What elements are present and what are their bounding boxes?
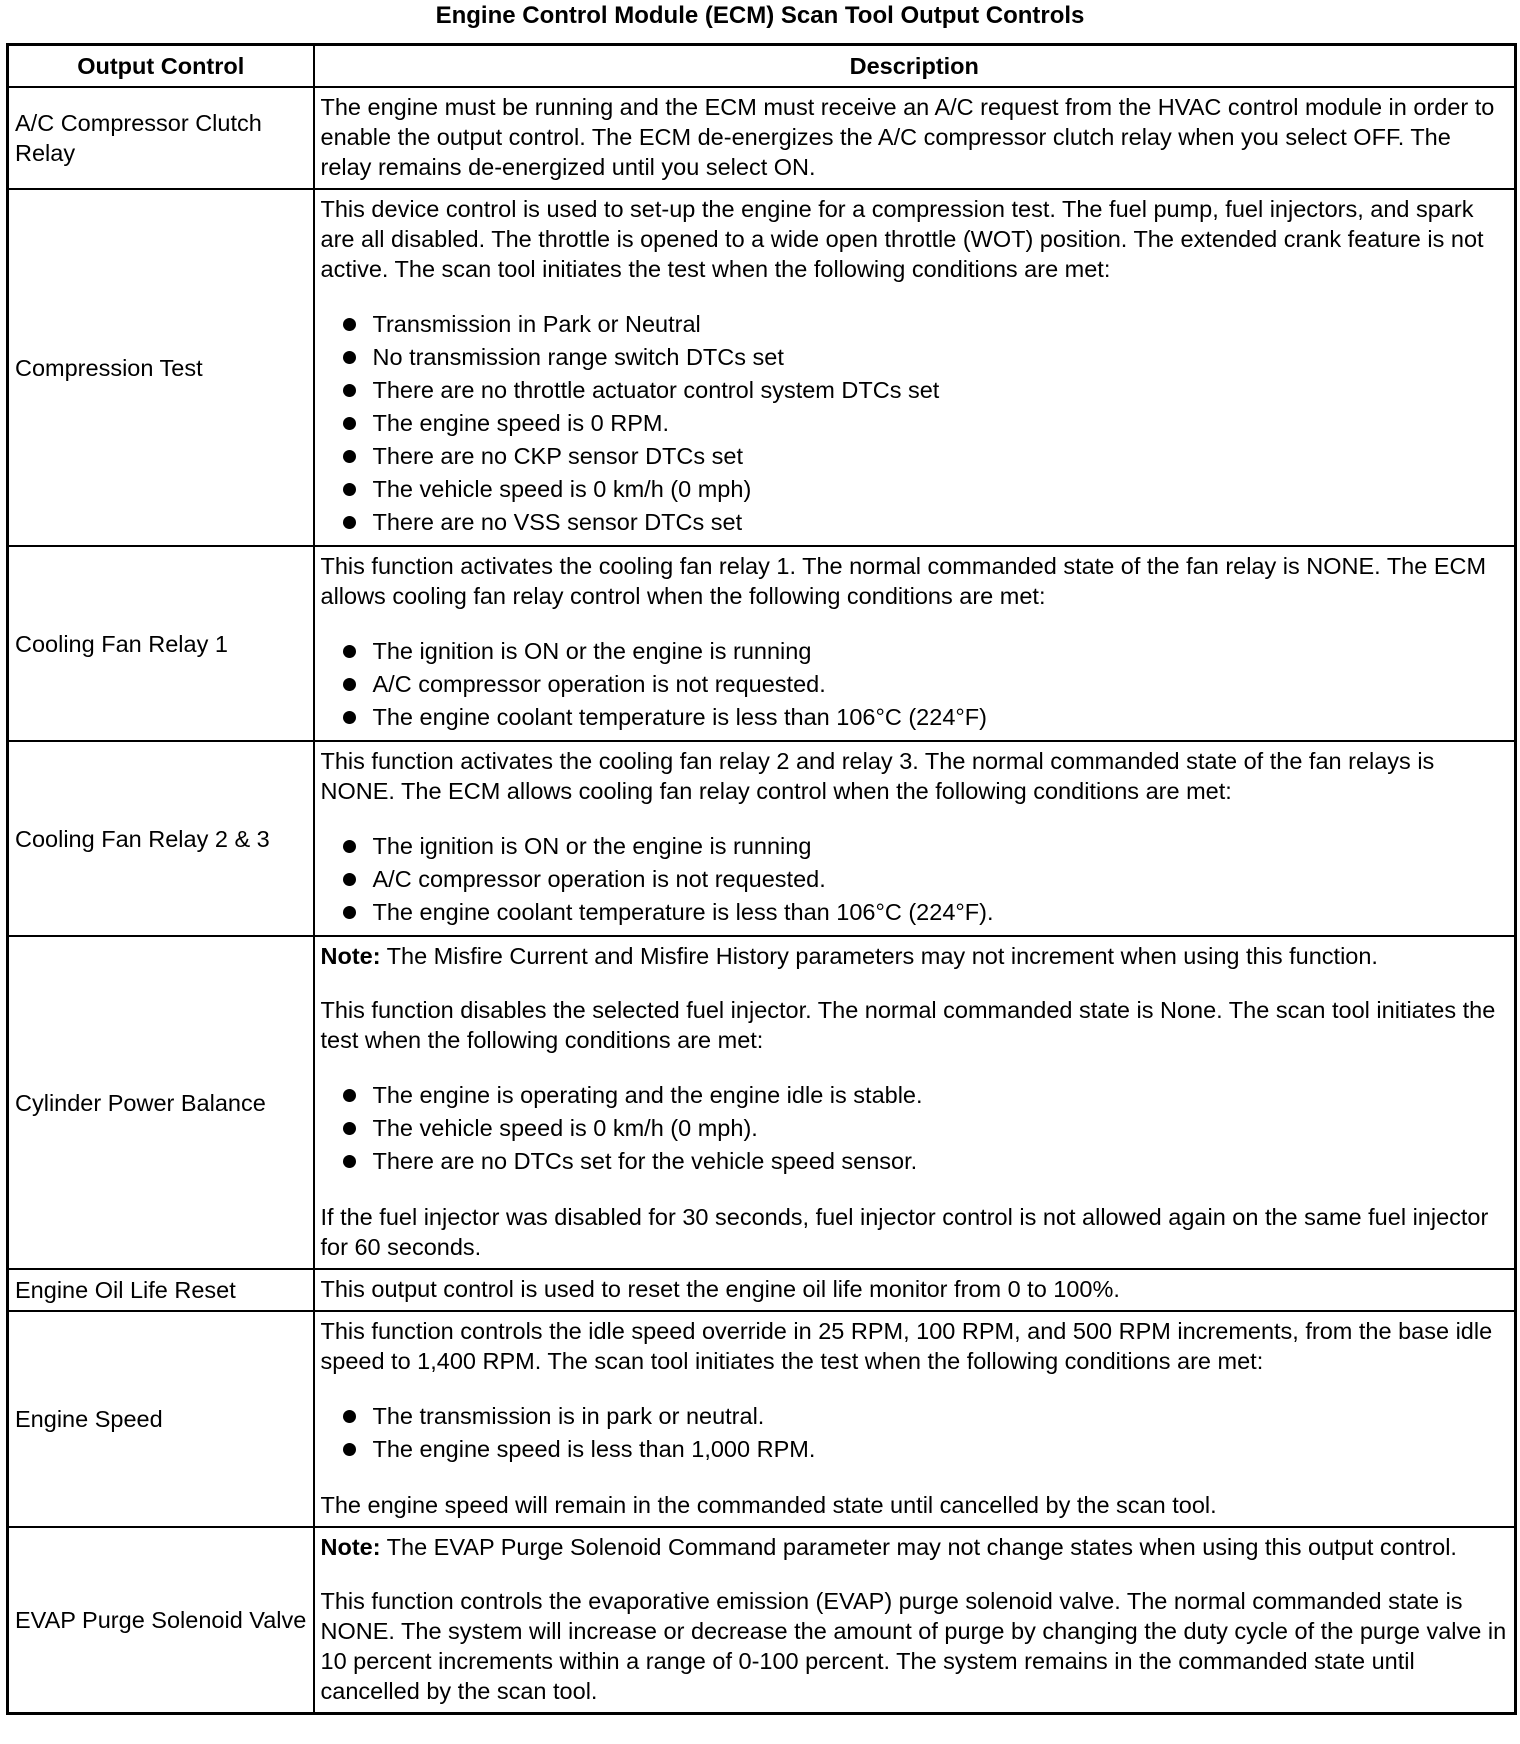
table-row	[8, 87, 1516, 189]
condition-item: The ignition is ON or the engine is running	[343, 830, 1509, 863]
description-paragraph: If the fuel injector was disabled for 30 seconds, fuel injector control is not allowed again on the same fuel injector for 60 seconds.	[320, 1204, 1489, 1260]
output-control-description	[314, 87, 1516, 189]
page-title: Engine Control Module (ECM) Scan Tool Output Controls	[435, 2, 1085, 29]
condition-list	[321, 830, 1509, 929]
output-control-description	[314, 1311, 1516, 1527]
note-text: The EVAP Purge Solenoid Command parameter may not change states when using this output control.	[380, 1534, 1457, 1560]
table-row	[8, 1269, 1516, 1311]
output-control-name: Cooling Fan Relay 1	[8, 546, 314, 741]
condition-item: No transmission range switch DTCs set	[343, 341, 1509, 374]
condition-item: The engine coolant temperature is less than 106°C (224°F)	[343, 701, 1509, 734]
condition-item: There are no CKP sensor DTCs set	[343, 440, 1509, 473]
table-row	[8, 189, 1516, 546]
description-paragraph: This device control is used to set-up the engine for a compression test. The fuel pump, fuel injectors, and spark are all disabled. The throttle is opened to a wide open throttle (WOT) position. The extended crank feature is not active. The scan tool initiates the test when the following conditions are met:	[320, 196, 1484, 282]
condition-item: There are no throttle actuator control system DTCs set	[343, 374, 1509, 407]
output-control-description	[314, 1269, 1516, 1311]
condition-item: The engine speed is less than 1,000 RPM.	[343, 1433, 1509, 1466]
condition-item: The transmission is in park or neutral.	[343, 1400, 1509, 1433]
note-text: The Misfire Current and Misfire History parameters may not increment when using this function.	[380, 943, 1378, 969]
description-paragraph: This function disables the selected fuel injector. The normal commanded state is None. The scan tool initiates the test when the following conditions are met:	[320, 997, 1496, 1053]
note-paragraph	[321, 941, 1509, 971]
output-control-description	[314, 189, 1516, 546]
header-output-control: Output Control	[8, 45, 314, 88]
output-control-description	[314, 936, 1516, 1269]
output-control-name: Engine Speed	[8, 1311, 314, 1527]
condition-list	[321, 308, 1509, 539]
output-control-description	[314, 1527, 1516, 1714]
output-control-name: Cooling Fan Relay 2 & 3	[8, 741, 314, 936]
condition-item: The engine is operating and the engine idle is stable.	[343, 1079, 1509, 1112]
condition-item: There are no DTCs set for the vehicle speed sensor.	[343, 1145, 1509, 1178]
description-paragraph: The engine must be running and the ECM must receive an A/C request from the HVAC control module in order to enable the output control. The ECM de-energizes the A/C compressor clutch relay when you select OFF. The relay remains de-energized until you select ON.	[320, 94, 1495, 180]
output-control-description	[314, 546, 1516, 741]
condition-item: The vehicle speed is 0 km/h (0 mph)	[343, 473, 1509, 506]
condition-list	[321, 1079, 1509, 1178]
output-control-name: Compression Test	[8, 189, 314, 546]
description-paragraph: This function controls the evaporative emission (EVAP) purge solenoid valve. The normal commanded state is NONE. The system will increase or decrease the amount of purge by changing the duty cycle of the purge valve in 10 percent increments within a range of 0-100 percent. The system remains in the commanded state until cancelled by the scan tool.	[320, 1588, 1507, 1704]
condition-item: The ignition is ON or the engine is running	[343, 635, 1509, 668]
description-paragraph: This function activates the cooling fan relay 2 and relay 3. The normal commanded state of the fan relays is NONE. The ECM allows cooling fan relay control when the following conditions are met:	[320, 748, 1435, 804]
table-row	[8, 1527, 1516, 1714]
condition-list	[321, 635, 1509, 734]
condition-item: The engine speed is 0 RPM.	[343, 407, 1509, 440]
header-description: Description	[314, 45, 1516, 88]
description-paragraph: The engine speed will remain in the commanded state until cancelled by the scan tool.	[320, 1492, 1217, 1518]
note-paragraph	[321, 1532, 1509, 1562]
note-label: Note:	[320, 943, 381, 969]
output-control-description	[314, 741, 1516, 936]
table-header-row	[8, 45, 1516, 88]
table-row	[8, 546, 1516, 741]
condition-item: The engine coolant temperature is less than 106°C (224°F).	[343, 896, 1509, 929]
condition-list	[321, 1400, 1509, 1466]
description-paragraph: This function controls the idle speed override in 25 RPM, 100 RPM, and 500 RPM increments, from the base idle speed to 1,400 RPM. The scan tool initiates the test when the following conditions are met:	[320, 1318, 1493, 1374]
description-paragraph: This output control is used to reset the engine oil life monitor from 0 to 100%.	[320, 1276, 1120, 1302]
condition-item: There are no VSS sensor DTCs set	[343, 506, 1509, 539]
note-label: Note:	[320, 1534, 381, 1560]
table-row	[8, 1311, 1516, 1527]
table-row	[8, 936, 1516, 1269]
output-control-name: Cylinder Power Balance	[8, 936, 314, 1269]
output-control-name: EVAP Purge Solenoid Valve	[8, 1527, 314, 1714]
condition-item: The vehicle speed is 0 km/h (0 mph).	[343, 1112, 1509, 1145]
output-control-name: A/C Compressor Clutch Relay	[8, 87, 314, 189]
output-controls-table	[6, 43, 1517, 1715]
condition-item: A/C compressor operation is not requested.	[343, 863, 1509, 896]
condition-item: Transmission in Park or Neutral	[343, 308, 1509, 341]
table-row	[8, 741, 1516, 936]
condition-item: A/C compressor operation is not requested.	[343, 668, 1509, 701]
description-paragraph: This function activates the cooling fan relay 1. The normal commanded state of the fan relay is NONE. The ECM allows cooling fan relay control when the following conditions are met:	[320, 553, 1487, 609]
output-control-name: Engine Oil Life Reset	[8, 1269, 314, 1311]
